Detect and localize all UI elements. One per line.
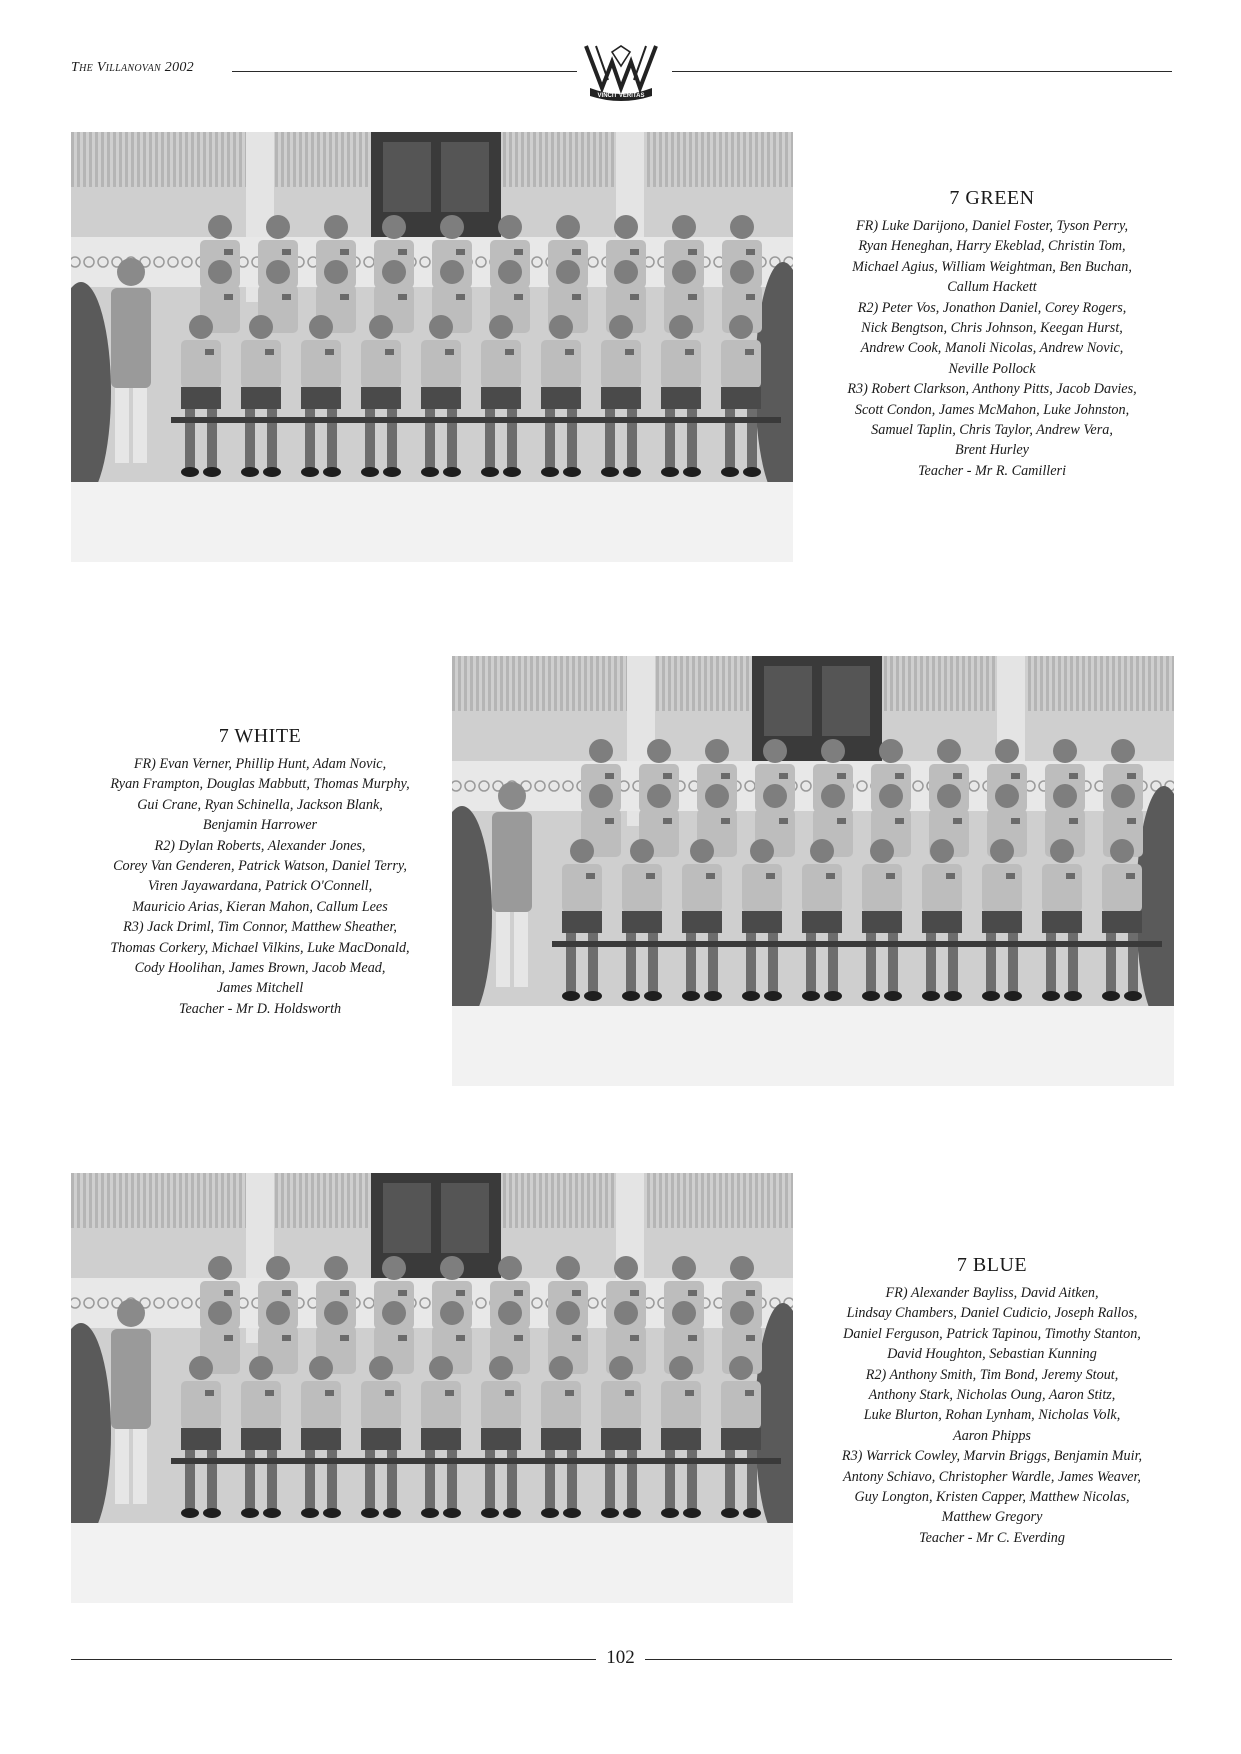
student-names-line: Benjamin Harrower xyxy=(202,817,318,834)
student-names-line: Neville Pollock xyxy=(948,360,1036,377)
class-caption-7-blue xyxy=(812,1253,1172,1548)
student-names-line: Aaron Phipps xyxy=(953,1427,1031,1444)
class-photo-7-green xyxy=(71,132,793,562)
student-names-line: Daniel Ferguson, Patrick Tapinou, Timothy Stanton, xyxy=(843,1325,1141,1342)
group-photo-image xyxy=(71,1173,793,1603)
class-title: 7 WHITE xyxy=(218,725,302,747)
student-names-line: R2) Peter Vos, Jonathon Daniel, Corey Rogers, xyxy=(857,299,1127,316)
svg-text:VINCIT VERITAS: VINCIT VERITAS xyxy=(597,93,645,99)
class-title: 7 BLUE xyxy=(956,1254,1028,1276)
class-photo-7-blue xyxy=(71,1173,793,1603)
student-names-line: Mauricio Arias, Kieran Mahon, Callum Lees xyxy=(132,898,388,915)
student-names-line: FR) Luke Darijono, Daniel Foster, Tyson Perry, xyxy=(855,218,1129,234)
bench xyxy=(171,417,781,423)
class-photo-7-white xyxy=(452,656,1174,1086)
student-names-line: Cody Hoolihan, James Brown, Jacob Mead, xyxy=(134,960,386,977)
student-names-line: Antony Schiavo, Christopher Wardle, James Weaver, xyxy=(843,1468,1141,1485)
page-number xyxy=(0,1647,1241,1669)
student-names-line: David Houghton, Sebastian Kunning xyxy=(887,1346,1097,1363)
page-number-text: 102 xyxy=(598,1647,643,1668)
group-photo-image xyxy=(71,132,793,562)
class-caption-7-green xyxy=(812,186,1172,481)
student-names-line: Brent Hurley xyxy=(955,442,1029,459)
teacher-line: Teacher - Mr C. Everding xyxy=(919,1529,1065,1546)
student-names-line: R3) Jack Driml, Tim Connor, Matthew Sheather, xyxy=(123,919,397,936)
ground xyxy=(71,482,793,562)
teacher-line: Teacher - Mr D. Holdsworth xyxy=(178,1000,342,1017)
bench xyxy=(552,941,1162,947)
student-names-line: Anthony Stark, Nicholas Oung, Aaron Stitz, xyxy=(868,1387,1116,1404)
student-names-line: Thomas Corkery, Michael Vilkins, Luke MacDonald, xyxy=(110,939,410,956)
ground xyxy=(452,1006,1174,1086)
student-names-line: FR) Evan Verner, Phillip Hunt, Adam Novic, xyxy=(133,756,387,772)
class-caption-7-white xyxy=(80,724,440,1019)
student-names-line: Ryan Heneghan, Harry Ekeblad, Christin Tom, xyxy=(858,238,1126,255)
student-names-line: Samuel Taplin, Chris Taylor, Andrew Vera, xyxy=(871,422,1113,439)
teacher-line: Teacher - Mr R. Camilleri xyxy=(917,462,1067,479)
student-names-line: Corey Van Genderen, Patrick Watson, Daniel Terry, xyxy=(113,858,407,875)
student-names-line: Matthew Gregory xyxy=(941,1509,1043,1526)
student-names-line: Luke Blurton, Rohan Lynham, Nicholas Volk, xyxy=(863,1407,1121,1424)
student-names-line: Gui Crane, Ryan Schinella, Jackson Blank, xyxy=(137,796,383,813)
student-names-line: R3) Warrick Cowley, Marvin Briggs, Benjamin Muir, xyxy=(841,1448,1143,1465)
student-names-line: R3) Robert Clarkson, Anthony Pitts, Jacob Davies, xyxy=(847,381,1137,398)
bench xyxy=(171,1458,781,1464)
student-names-line: Scott Condon, James McMahon, Luke Johnston, xyxy=(854,401,1130,418)
student-names-line: Andrew Cook, Manoli Nicolas, Andrew Novic, xyxy=(860,340,1124,357)
header-rule-right xyxy=(672,71,1172,72)
student-names-line: Lindsay Chambers, Daniel Cudicio, Joseph Rallos, xyxy=(846,1305,1138,1322)
student-names-line: Ryan Frampton, Douglas Mabbutt, Thomas Murphy, xyxy=(110,776,410,793)
publication-title: The Villanovan 2002 xyxy=(71,60,194,75)
student-names-line: James Mitchell xyxy=(216,980,304,997)
school-crest-logo xyxy=(582,40,660,102)
header-rule-left xyxy=(232,71,577,72)
student-names-line: Callum Hackett xyxy=(947,279,1037,296)
student-names-line: Nick Bengtson, Chris Johnson, Keegan Hurst, xyxy=(861,320,1123,337)
class-title: 7 GREEN xyxy=(949,187,1035,209)
student-names-line: Viren Jayawardana, Patrick O'Connell, xyxy=(147,878,373,895)
ground xyxy=(71,1523,793,1603)
student-names-line: R2) Dylan Roberts, Alexander Jones, xyxy=(154,837,366,854)
student-names-line: R2) Anthony Smith, Tim Bond, Jeremy Stout, xyxy=(865,1366,1119,1383)
student-names-line: FR) Alexander Bayliss, David Aitken, xyxy=(885,1285,1099,1301)
group-photo-image xyxy=(452,656,1174,1086)
student-names-line: Michael Agius, William Weightman, Ben Buchan, xyxy=(852,258,1132,275)
student-names-line: Guy Longton, Kristen Capper, Matthew Nicolas, xyxy=(854,1489,1130,1506)
